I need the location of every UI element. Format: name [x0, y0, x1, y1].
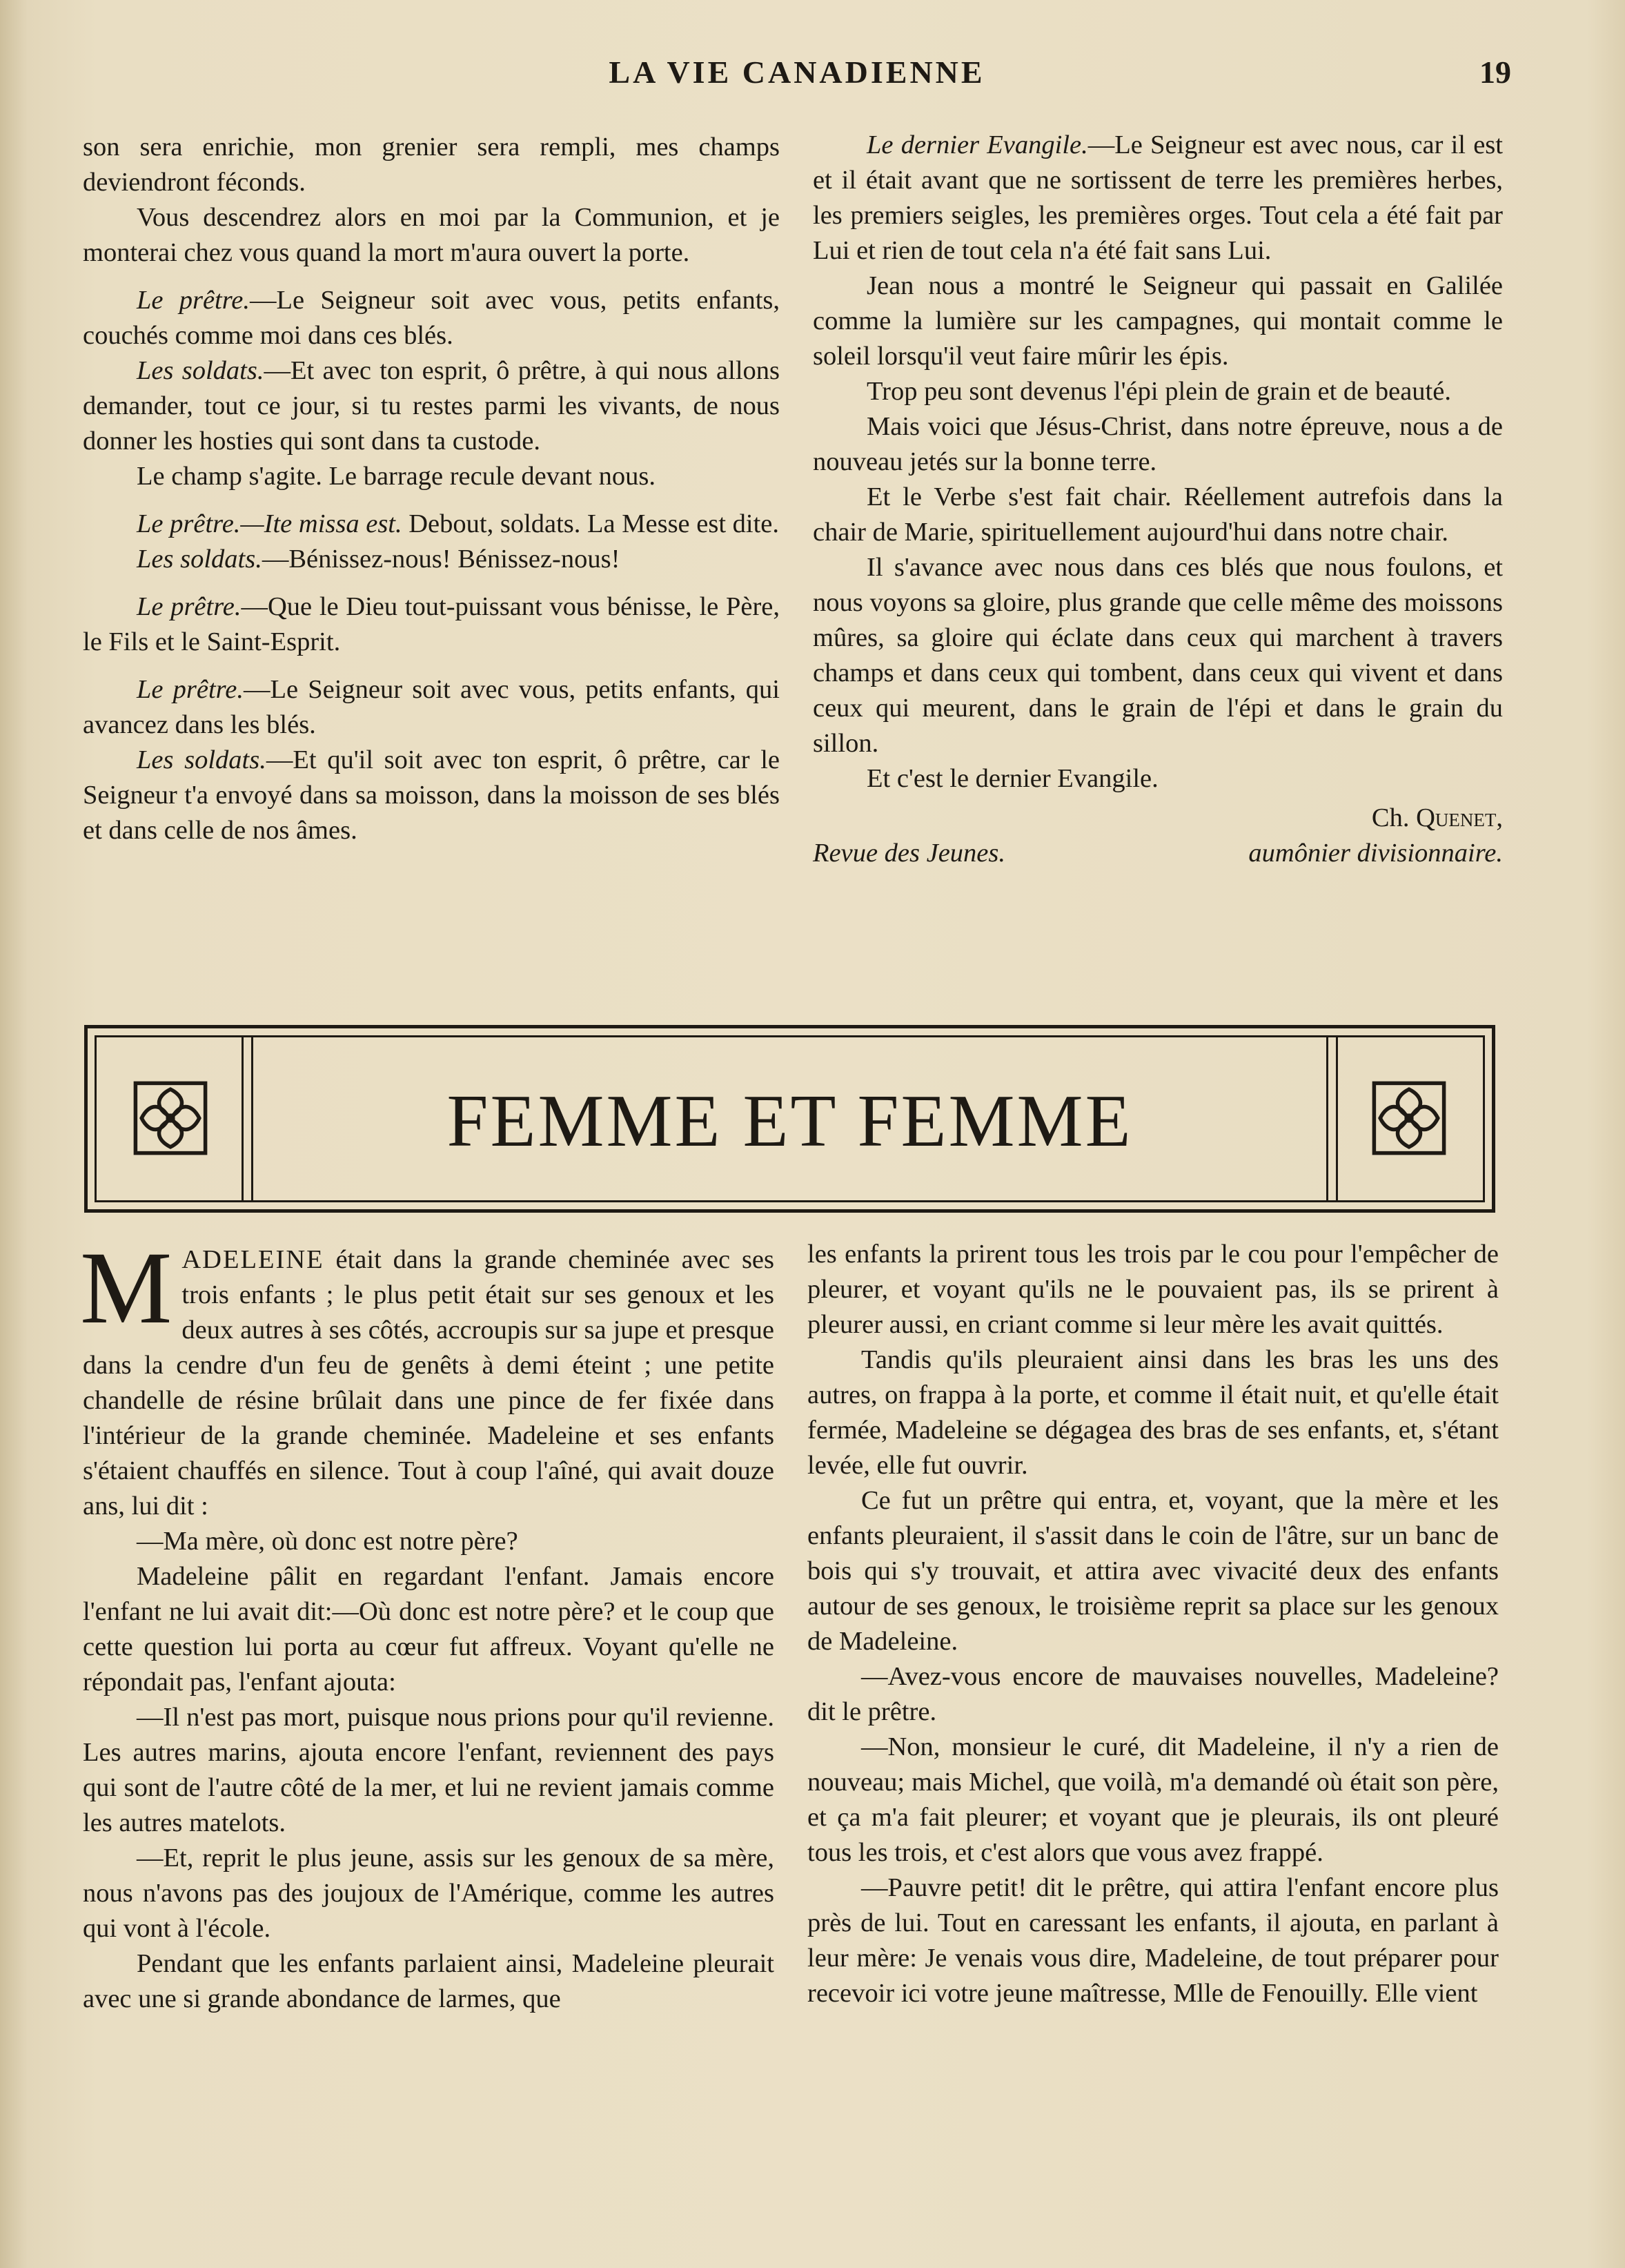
paragraph: Il s'avance avec nous dans ces blés que nous foulons, et nous voyons sa gloire, plus grande que celle même des moissons mûres, sa gloire qui éclate dans ceux qui marchent à travers champs et dans ceux qui tombent, dans ceux qui vivent et dans ceux qui meurent, dans le grain de l'épi et dans le grain du sillon.	[813, 553, 1503, 758]
paragraph: Jean nous a montré le Seigneur qui passait en Galilée comme la lumière sur les campagnes, qui montait comme le soleil lorsqu'il veut faire mûrir les épis.	[813, 271, 1503, 371]
paragraph: Trop peu sont devenus l'épi plein de grain et de beauté.	[867, 377, 1451, 406]
paragraph: Pendant que les enfants parlaient ainsi, Madeleine pleurait avec une si grande abondance de larmes, que	[83, 1949, 774, 2013]
latin-phrase: —Ite missa est.	[240, 509, 402, 538]
page-header	[83, 54, 1511, 102]
dialogue-line	[83, 589, 780, 660]
paragraph: —Et, reprit le plus jeune, assis sur les genoux de sa mère, nous n'avons pas des joujoux de l'Amérique, comme les autres qui vont à l'école.	[83, 1844, 774, 1943]
dialogue-text: —Et qu'il soit avec ton esprit, ô prêtre, car le Seigneur t'a envoyé dans sa moisson, dans la moisson de ses blés et dans celle de nos âmes.	[83, 745, 780, 845]
paragraph: —Non, monsieur le curé, dit Madeleine, il n'y a rien de nouveau; mais Michel, que voilà, m'a demandé où était son père, et ça m'a fait pleurer; et voyant que je pleurais, ils ont pleuré tous les trois, et c'est alors que vous avez frappé.	[807, 1732, 1499, 1867]
paragraph: Mais voici que Jésus-Christ, dans notre épreuve, nous a de nouveau jetés sur la bonne terre.	[813, 412, 1503, 476]
paragraph: Madeleine pâlit en regardant l'enfant. Jamais encore l'enfant ne lui avait dit:—Où donc est notre père? et le coup que cette question lui porta au cœur fut affreux. Voyant qu'elle ne répondait pas, l'enfant ajouta:	[83, 1562, 774, 1697]
dialogue-text: —Le Seigneur soit avec vous, petits enfants, qui avancez dans les blés.	[83, 675, 780, 739]
signature	[813, 801, 1503, 836]
lead-word: ADELEINE	[181, 1245, 324, 1274]
dialogue-line	[83, 672, 780, 743]
dialogue-line	[83, 542, 780, 577]
dialogue-text: —Le Seigneur est avec nous, car il est et il était avant que ne sortissent de terre les premières herbes, les premiers seigles, les premières orges. Tout cela a été fait par Lui et rien de tout cela n'a été fait sans Lui.	[813, 130, 1503, 265]
speaker-label: Les soldats.	[137, 745, 266, 774]
section-banner	[84, 1025, 1495, 1213]
paragraph: —Il n'est pas mort, puisque nous prions pour qu'il revienne. Les autres marins, ajouta encore l'enfant, reviennent des pays qui sont de l'autre côté de la mer, et lui ne revient jamais comme les autres matelots.	[83, 1703, 774, 1837]
speaker-label: Le prêtre.	[137, 675, 244, 704]
drop-cap: M	[80, 1231, 173, 1345]
column-bottom-left	[80, 1231, 774, 2017]
dialogue-text: —Le Seigneur soit avec vous, petits enfants, couchés comme moi dans ces blés.	[83, 286, 780, 350]
dialogue-line	[813, 128, 1503, 268]
signature-prefix: Ch.	[1371, 803, 1417, 832]
author-title: aumônier divisionnaire.	[1248, 839, 1503, 868]
paragraph: —Pauvre petit! dit le prêtre, qui attira l'enfant encore plus près de lui. Tout en caressant les enfants, il ajouta, en parlant à leur mère: Je venais vous dire, Madeleine, de tout préparer pour recevoir ici votre jeune maîtresse, Mlle de Fenouilly. Elle vient	[807, 1873, 1499, 2008]
banner-inner-frame	[95, 1035, 1485, 1202]
paragraph: Le champ s'agite. Le barrage recule devant nous.	[137, 462, 656, 491]
paragraph: les enfants la prirent tous les trois par le cou pour l'empêcher de pleurer, et voyant qu'ils ne le pouvaient pas, ils se prirent à pleurer aussi, en criant comme si leur mère les avait quittés.	[807, 1240, 1499, 1339]
column-top-right	[813, 128, 1503, 871]
opening-paragraph	[80, 1231, 774, 1524]
source-name: Revue des Jeunes.	[813, 839, 1005, 868]
dialogue-text: —Que le Dieu tout-puissant vous bénisse, le Père, le Fils et le Saint-Esprit.	[83, 592, 780, 656]
frame-rule	[1336, 1037, 1338, 1200]
paragraph: —Avez-vous encore de mauvaises nouvelles, Madeleine? dit le prêtre.	[807, 1662, 1499, 1726]
floral-ornament-icon	[132, 1080, 208, 1156]
paragraph: Ce fut un prêtre qui entra, et, voyant, que la mère et les enfants pleuraient, il s'assit dans le coin de l'âtre, sur un banc de bois qui s'y trouvait, et attira avec vivacité deux des enfants autour de ses genoux, le troisième reprit sa place sur les genoux de Madeleine.	[807, 1486, 1499, 1656]
dialogue-text: —Et avec ton esprit, ô prêtre, à qui nous allons demander, tout ce jour, si tu restes parmi les vivants, de nous donner les hosties qui sont dans ta custode.	[83, 356, 780, 456]
speaker-label: Le prêtre.	[137, 592, 242, 621]
dialogue-line	[83, 283, 780, 353]
speaker-label: Les soldats.	[137, 356, 264, 385]
frame-rule	[1326, 1037, 1328, 1200]
paragraph: Et le Verbe s'est fait chair. Réellement autrefois dans la chair de Marie, spirituellement aujourd'hui dans notre chair.	[813, 482, 1503, 547]
column-top-left	[83, 130, 780, 848]
page-number: 19	[1479, 55, 1511, 90]
paragraph: —Ma mère, où donc est notre père?	[137, 1527, 518, 1556]
column-bottom-right	[807, 1237, 1499, 2011]
author-name: Quenet,	[1416, 803, 1503, 832]
dialogue-line	[83, 353, 780, 459]
paragraph: Tandis qu'ils pleuraient ainsi dans les bras les uns des autres, on frappa à la porte, et comme il était nuit, et qu'elle était fermée, Madeleine se dégagea des bras de ses enfants, et, s'étant levée, elle fut ouvrir.	[807, 1345, 1499, 1480]
paragraph: Et c'est le dernier Evangile.	[867, 764, 1159, 793]
frame-rule	[251, 1037, 253, 1200]
speaker-label: Le prêtre.	[137, 286, 250, 315]
dialogue-text: —Bénissez-nous! Bénissez-nous!	[262, 545, 620, 574]
running-title: LA VIE CANADIENNE	[609, 55, 985, 90]
dialogue-line	[83, 507, 780, 542]
frame-rule	[242, 1037, 244, 1200]
speaker-label: Le prêtre.	[137, 509, 241, 538]
dialogue-text: Debout, soldats. La Messe est dite.	[402, 509, 780, 538]
paragraph: Vous descendrez alors en moi par la Communion, et je monterai chez vous quand la mort m'aura ouvert la porte.	[83, 203, 780, 267]
speaker-label: Les soldats.	[137, 545, 262, 574]
floral-ornament-icon	[1371, 1080, 1447, 1156]
dialogue-line	[83, 743, 780, 848]
paragraph: son sera enrichie, mon grenier sera rempli, mes champs deviendront féconds.	[83, 133, 780, 197]
section-label: Le dernier Evangile.	[867, 130, 1088, 159]
paragraph-text: était dans la grande cheminée avec ses trois enfants ; le plus petit était sur ses genoux et les deux autres à ses côtés, accroupis sur sa jupe et presque dans la cendre d'un feu de genêts à demi éteint ; une petite chandelle de résine brûlait dans une pince de fer fixée dans l'intérieur de la grande cheminée. Madeleine et ses enfants s'étaient chauffés en silence. Tout à coup l'aîné, qui avait douze ans, lui dit :	[83, 1245, 774, 1521]
article-title: FEMME ET FEMME	[446, 1080, 1133, 1162]
source-line	[813, 836, 1503, 871]
